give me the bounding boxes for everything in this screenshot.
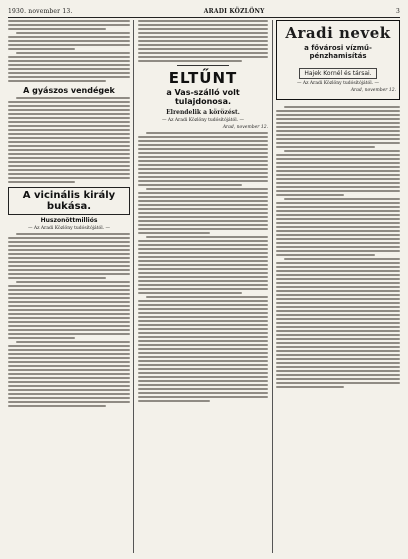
article-subheadline-names: Hajek Kornél és társai. (299, 68, 376, 79)
column-divider (272, 20, 273, 553)
header-rule (8, 17, 400, 18)
article-dateline: Arad, november 12. (222, 125, 268, 130)
article-headline: Aradi nevek (285, 24, 391, 42)
article-dateline: Arad, november 12. (350, 88, 396, 93)
article-body (8, 20, 130, 82)
column-3 (276, 20, 400, 553)
header-paper-name: ARADI KÖZLÖNY (203, 7, 265, 15)
article-subheadline: a fővárosi vízmű-pénzhamisítás (304, 44, 372, 60)
article-subheadline: Huszonöttmilliós (40, 217, 98, 224)
article-byline: — Az Aradi Közlöny tudósítójától. — (296, 81, 380, 86)
header-page-number: 3 (395, 7, 400, 15)
column-2 (138, 20, 268, 553)
headline-box (276, 20, 400, 100)
separator-rule (177, 65, 229, 66)
article-body (8, 97, 130, 183)
article-body (276, 106, 400, 388)
article-headline: A vicinális király bukása. (22, 190, 116, 212)
header-date: 1930. november 13. (8, 7, 73, 15)
article-byline: — Az Aradi Közlöny tudósítójától. — (161, 118, 245, 123)
column-divider (133, 20, 134, 553)
article-subheadline: a Vas-szálló volt tulajdonosa. (166, 88, 240, 106)
article-headline: A gyászos vendégek (23, 86, 115, 95)
headline-box (8, 187, 130, 215)
article-kicker: Elrendelik a körözést. (166, 109, 240, 116)
column-1 (8, 20, 130, 553)
article-body (8, 233, 130, 407)
page-header (8, 6, 400, 16)
article-kicker: — Az Aradi Közlöny tudósítójától. — (27, 226, 111, 231)
article-headline: ELTŰNT (168, 69, 238, 87)
article-body (138, 20, 268, 62)
article-body (138, 132, 268, 402)
